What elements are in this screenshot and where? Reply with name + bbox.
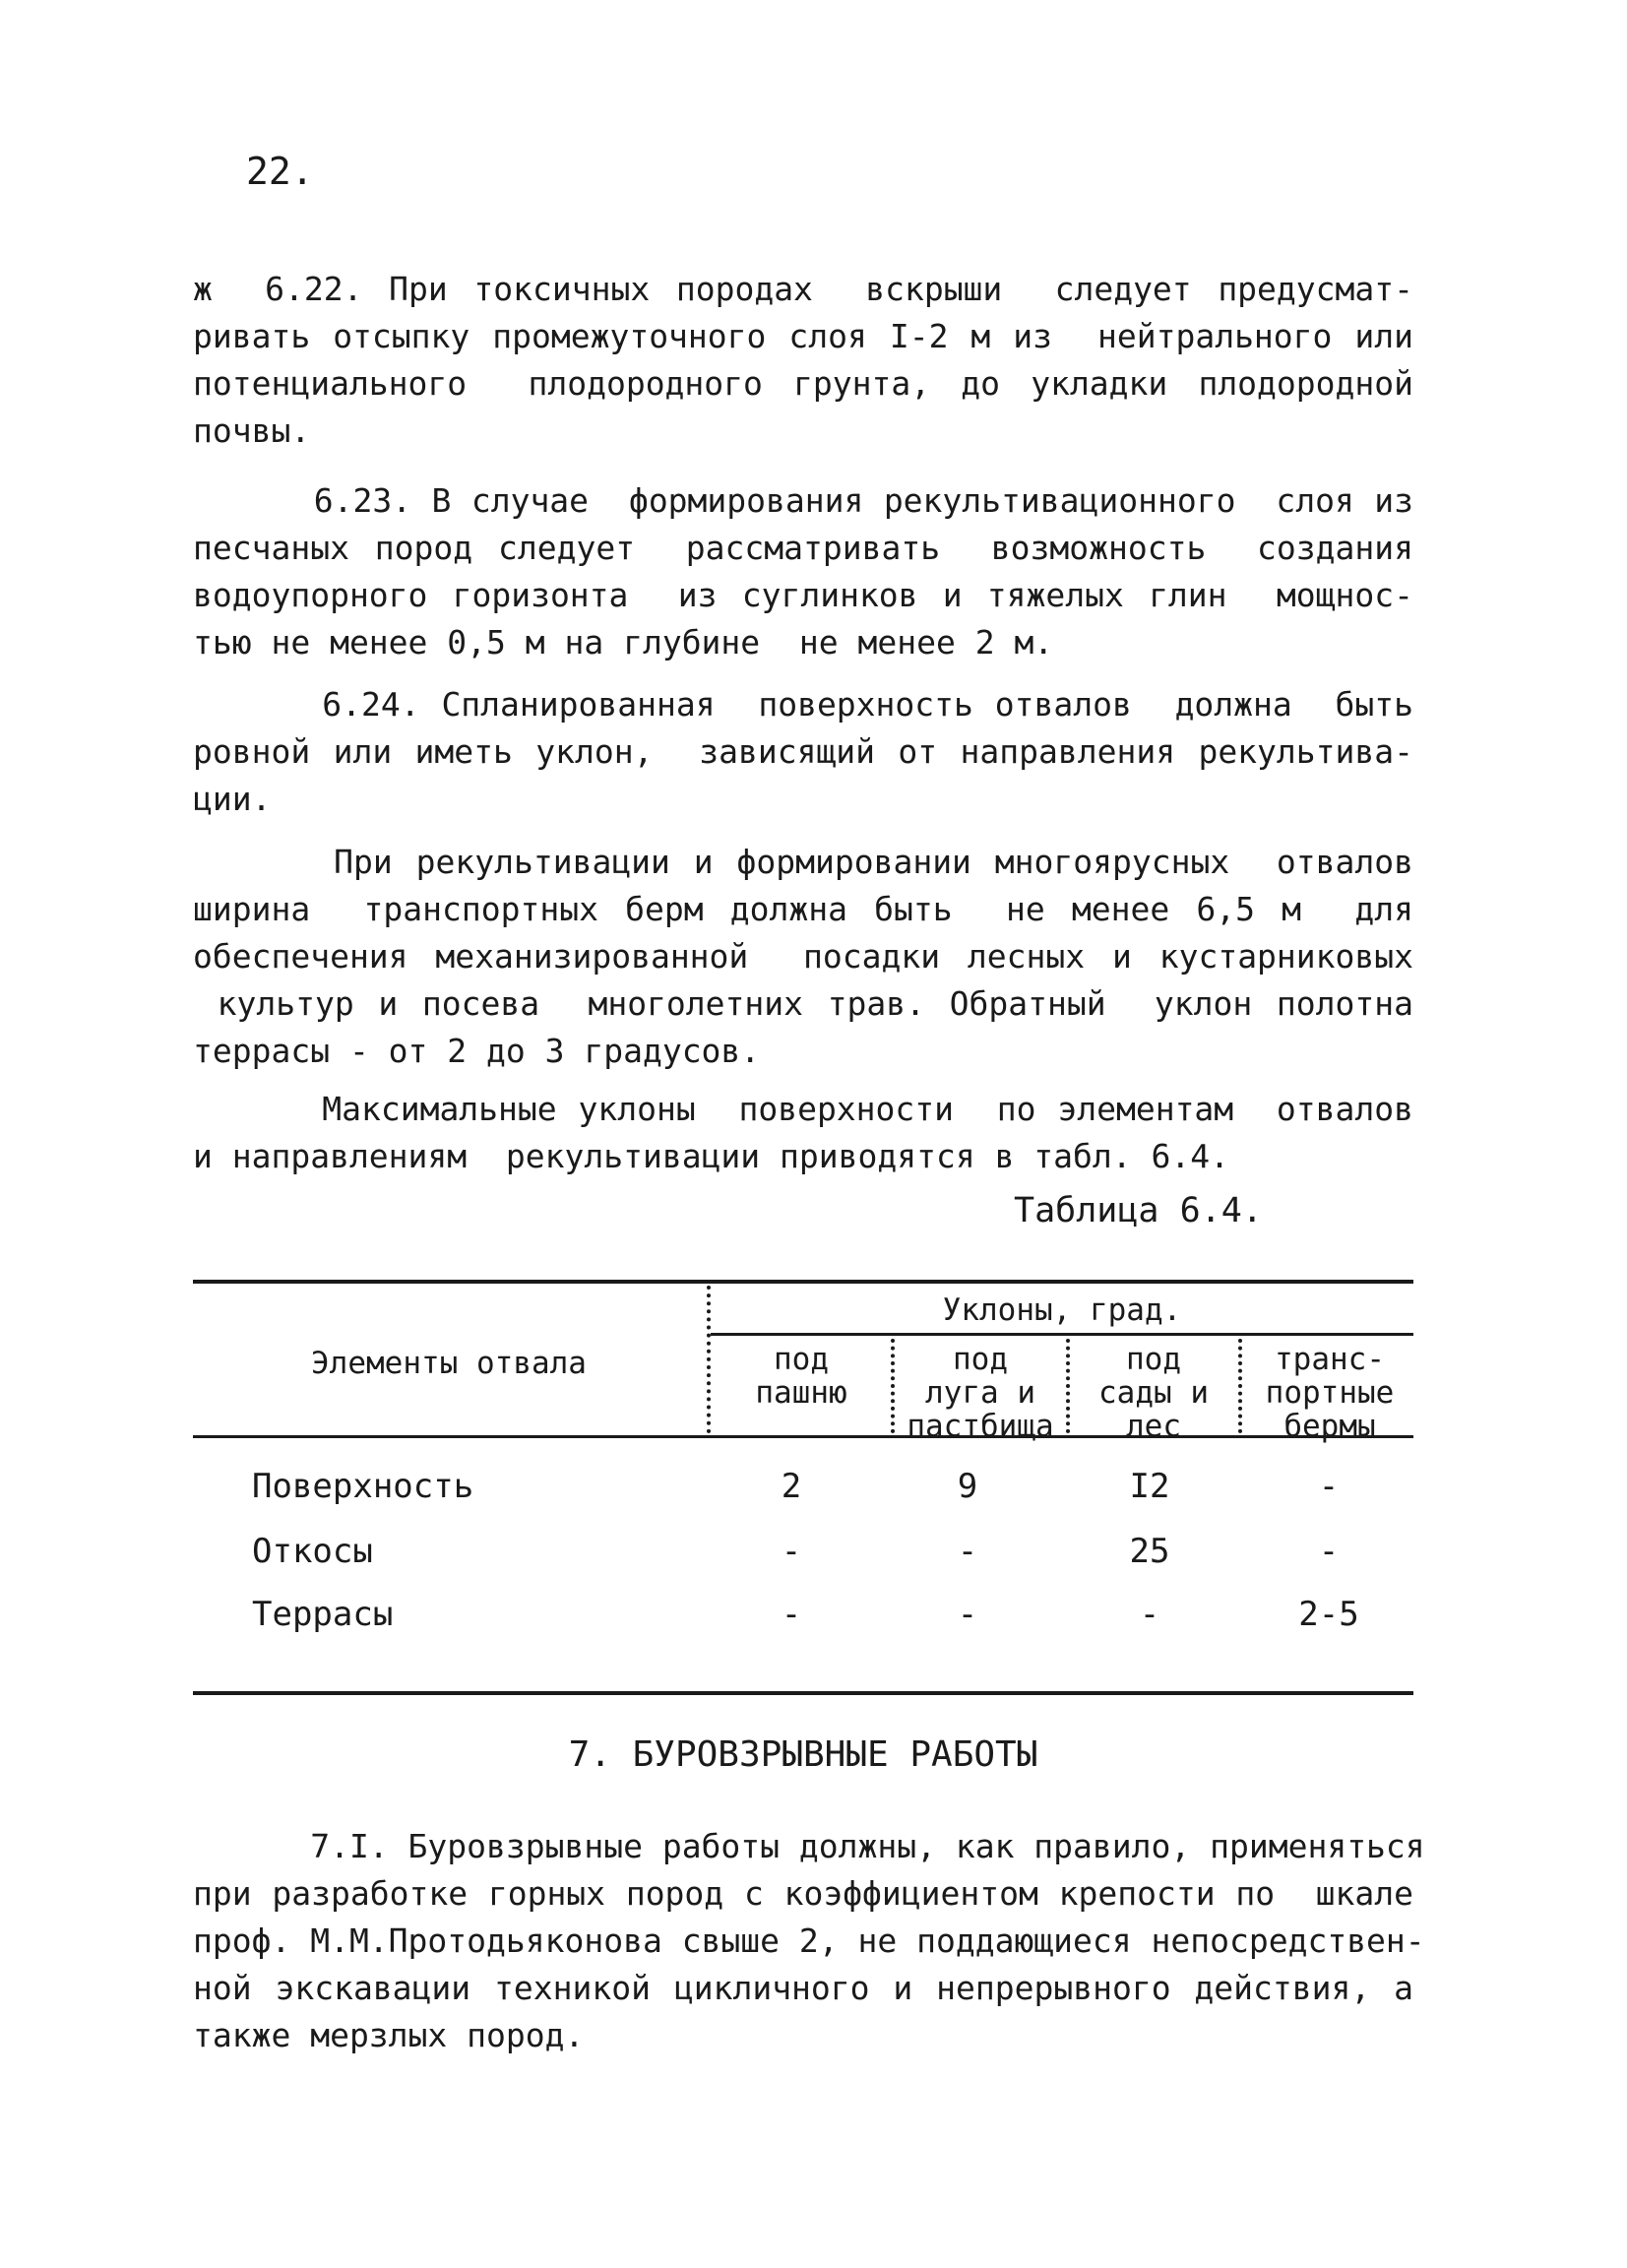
paragraph-7-1: [193, 1823, 1425, 2059]
paragraph-6-22: [193, 266, 1413, 455]
text-line: ривать отсыпку промежуточного слоя I-2 м из нейтрального или: [193, 317, 1413, 355]
table-cell: -: [957, 1532, 978, 1571]
table-header-col-forest: под сады и лес: [1098, 1342, 1209, 1444]
text-line: потенциального плодородного грунта, до укладки плодородной: [193, 364, 1413, 403]
table-header-elements: Элементы отвала: [311, 1346, 587, 1381]
table-bottom-rule: [193, 1691, 1413, 1695]
text-line: 6.24. Спланированная поверхность отвалов должна быть: [193, 685, 1413, 724]
table-row-label: Откосы: [252, 1532, 373, 1571]
text-line: тью не менее 0,5 м на глубине не менее 2 м.: [193, 623, 1054, 662]
table-caption: Таблица 6.4.: [1014, 1191, 1263, 1230]
text-line: 6.23. В случае формирования рекультивационного слоя из: [193, 481, 1413, 520]
table-subheader-rule: [711, 1333, 1413, 1336]
paragraph-6-23: [193, 477, 1413, 666]
page-number: 22.: [246, 150, 314, 193]
text-line: проф. М.М.Протодьяконова свыше 2, не поддающиеся непосредствен-: [193, 1922, 1425, 1960]
text-line: водоупорного горизонта из суглинков и тяжелых глин мощнос-: [193, 576, 1413, 614]
table-cell: 25: [1129, 1532, 1170, 1571]
table-row-label: Поверхность: [252, 1467, 474, 1506]
table-cell: -: [957, 1595, 978, 1634]
text-line: 7.I. Буровзрывные работы должны, как правило, применяться: [193, 1827, 1425, 1865]
section-heading: 7. БУРОВЗРЫВНЫЕ РАБОТЫ: [568, 1734, 1038, 1775]
text-line: при разработке горных пород с коэффициентом крепости по шкале: [193, 1874, 1413, 1913]
paragraph-berms: [193, 839, 1413, 1075]
table-cell: -: [1318, 1532, 1340, 1571]
table-cell: 2-5: [1298, 1595, 1359, 1634]
table-cell: -: [781, 1532, 802, 1571]
text-line: культур и посева многолетних трав. Обратный уклон полотна: [193, 984, 1413, 1023]
text-line: ровной или иметь уклон, зависящий от направления рекультива-: [193, 732, 1413, 771]
text-line: террасы - от 2 до 3 градусов.: [193, 1032, 761, 1070]
table-column-separator: [1066, 1339, 1070, 1433]
paragraph-slopes-ref: [193, 1086, 1413, 1180]
text-line: обеспечения механизированной посадки лесных и кустарниковых: [193, 937, 1413, 976]
text-line: ж 6.22. При токсичных породах вскрыши следует предусмат-: [193, 270, 1413, 308]
text-line: ции.: [193, 780, 272, 818]
table-cell: -: [781, 1595, 802, 1634]
text-line: песчаных пород следует рассматривать возможность создания: [193, 529, 1413, 567]
table-column-separator: [1238, 1339, 1242, 1433]
text-line: При рекультивации и формировании многоярусных отвалов: [193, 843, 1413, 881]
table-header-slopes: Уклоны, град.: [942, 1292, 1182, 1328]
text-line: ной экскавации техникой цикличного и непрерывного действия, а: [193, 1969, 1413, 2007]
table-cell: -: [1139, 1595, 1160, 1634]
text-line: и направлениям рекультивации приводятся в табл. 6.4.: [193, 1137, 1229, 1175]
table-top-rule: [193, 1280, 1413, 1284]
text-line: ширина транспортных берм должна быть не менее 6,5 м для: [193, 890, 1413, 928]
table-cell: 2: [781, 1467, 802, 1506]
table-header-col-berms: транс- портные бермы: [1265, 1342, 1395, 1444]
paragraph-6-24: [193, 681, 1413, 823]
table-cell: -: [1318, 1467, 1340, 1506]
text-line: Максимальные уклоны поверхности по элементам отвалов: [193, 1090, 1413, 1128]
table-cell: 9: [957, 1467, 978, 1506]
table-cell: I2: [1129, 1467, 1170, 1506]
text-line: почвы.: [193, 411, 311, 450]
table-header-col-arable: под пашню: [755, 1342, 847, 1411]
table-header-col-meadows: под луга и пастбища: [907, 1342, 1054, 1444]
text-line: также мерзлых пород.: [193, 2016, 585, 2054]
table-row-label: Террасы: [252, 1595, 394, 1634]
table-column-separator: [891, 1339, 895, 1433]
